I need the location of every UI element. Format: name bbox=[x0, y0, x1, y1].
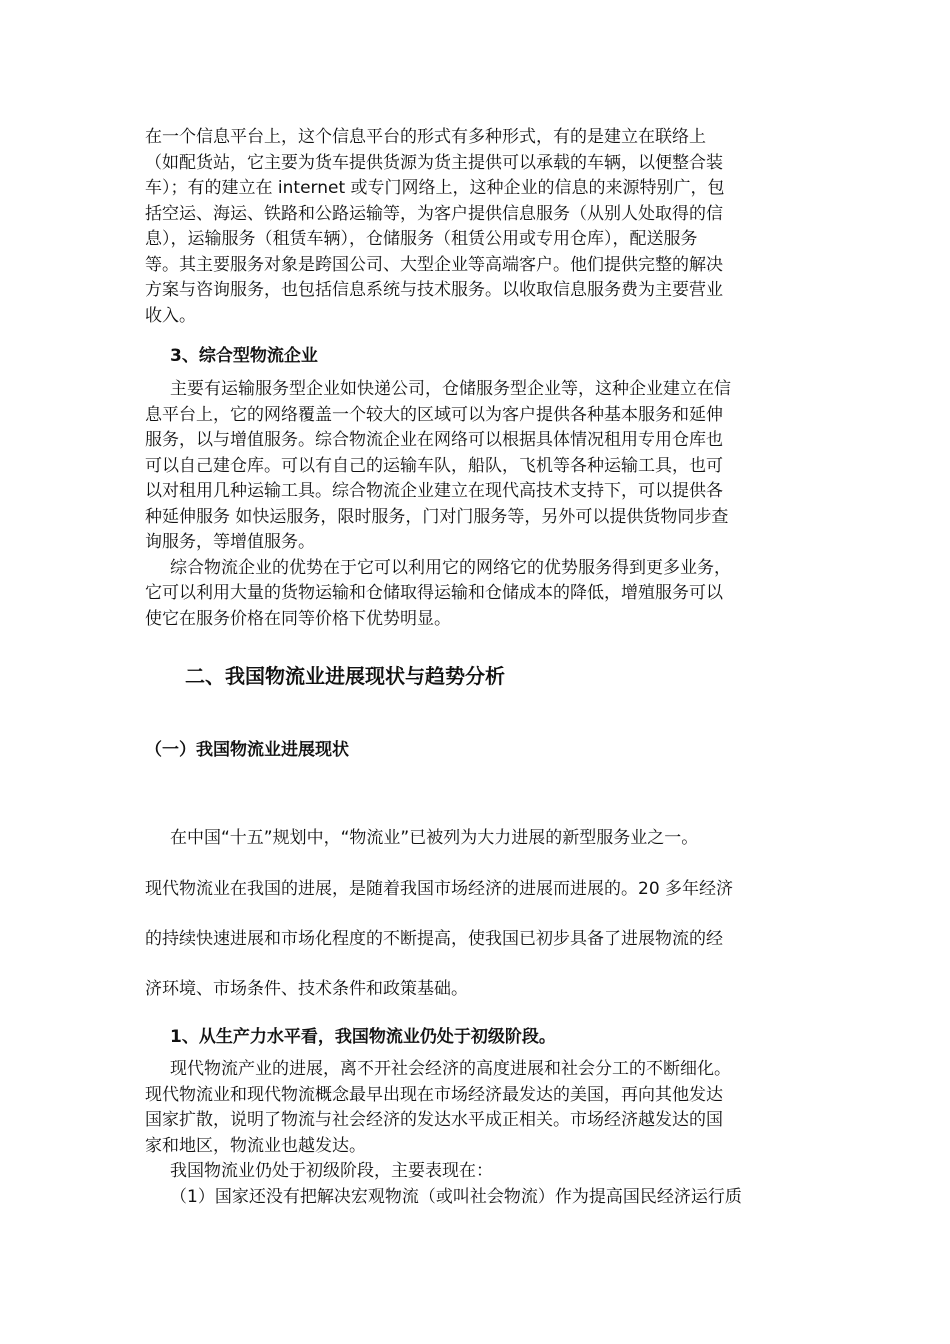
heading-subsection-status: （一）我国物流业进展现状 bbox=[145, 740, 349, 760]
text-line: 可以自己建仓库。可以有自己的运输车队，船队，飞机等各种运输工具，也可 bbox=[145, 455, 723, 476]
heading-integrated-logistics: 3、综合型物流企业 bbox=[170, 346, 318, 366]
heading-section-two: 二、我国物流业进展现状与趋势分析 bbox=[185, 664, 505, 688]
text-line: 括空运、海运、铁路和公路运输等，为客户提供信息服务（从别人处取得的信 bbox=[145, 203, 723, 224]
text-line: 我国物流业仍处于初级阶段，主要表现在： bbox=[170, 1161, 493, 1181]
text-line: 主要有运输服务型企业如快递公司，仓储服务型企业等，这种企业建立在信 bbox=[170, 379, 731, 399]
text-line: 车）；有的建立在 internet 或专门网络上，这种企业的信息的来源特别广，包 bbox=[145, 178, 725, 198]
text-line: 使它在服务价格在同等价格下优势明显。 bbox=[145, 608, 451, 629]
text-line: 综合物流企业的优势在于它可以利用它的网络它的优势服务得到更多业务， bbox=[170, 557, 731, 578]
text-line: 国家扩散，说明了物流与社会经济的发达水平成正相关。市场经济越发达的国 bbox=[145, 1110, 723, 1130]
text-line: 收入。 bbox=[145, 305, 196, 326]
text-line: 方案与咨询服务，也包括信息系统与技术服务。以收取信息服务费为主要营业 bbox=[145, 280, 723, 300]
text-line: 在一个信息平台上，这个信息平台的形式有多种形式，有的是建立在联络上 bbox=[145, 127, 706, 147]
text-line: 的持续快速进展和市场化程度的不断提高，使我国已初步具备了进展物流的经 bbox=[145, 929, 723, 949]
heading-point-one: 1、从生产力水平看，我国物流业仍处于初级阶段。 bbox=[170, 1027, 556, 1047]
text-line: 在中国“十五”规划中，“物流业”已被列为大力进展的新型服务业之一。 bbox=[170, 828, 699, 848]
text-line: （1）国家还没有把解决宏观物流（或叫社会物流）作为提高国民经济运行质 bbox=[170, 1186, 742, 1207]
paragraph-integrated-logistics bbox=[145, 377, 810, 632]
text-line: 现代物流业和现代物流概念最早出现在市场经济最发达的美国，再向其他发达 bbox=[145, 1084, 723, 1105]
paragraph-info-platform bbox=[145, 125, 810, 329]
text-line: 息平台上，它的网络覆盖一个较大的区域可以为客户提供各种基本服务和延伸 bbox=[145, 404, 723, 425]
text-line: 它可以利用大量的货物运输和仓储取得运输和仓储成本的降低，增殖服务可以 bbox=[145, 583, 723, 603]
text-line: 现代物流产业的进展，离不开社会经济的高度进展和社会分工的不断细化。 bbox=[170, 1059, 731, 1079]
text-line: 家和地区，物流业也越发达。 bbox=[145, 1135, 366, 1156]
text-line: 服务，以与增值服务。综合物流企业在网络可以根据具体情况租用专用仓库也 bbox=[145, 430, 723, 450]
text-line: （如配货站，它主要为货车提供货源为货主提供可以承载的车辆，以便整合装 bbox=[145, 152, 723, 173]
text-line: 济环境、市场条件、技术条件和政策基础。 bbox=[145, 979, 468, 999]
paragraph-productivity bbox=[145, 1057, 810, 1210]
text-line: 询服务，等增值服务。 bbox=[145, 532, 315, 552]
text-line: 种延伸服务 如快运服务，限时服务，门对门服务等，另外可以提供货物同步查 bbox=[145, 506, 729, 527]
text-line: 等。其主要服务对象是跨国公司、大型企业等高端客户。他们提供完整的解决 bbox=[145, 254, 723, 275]
text-line: 以对租用几种运输工具。综合物流企业建立在现代高技术支持下，可以提供各 bbox=[145, 481, 723, 501]
text-line: 息），运输服务（租赁车辆），仓储服务（租赁公用或专用仓库），配送服务 bbox=[145, 229, 698, 249]
text-line: 现代物流业在我国的进展，是随着我国市场经济的进展而进展的。20 多年经济 bbox=[145, 879, 734, 899]
